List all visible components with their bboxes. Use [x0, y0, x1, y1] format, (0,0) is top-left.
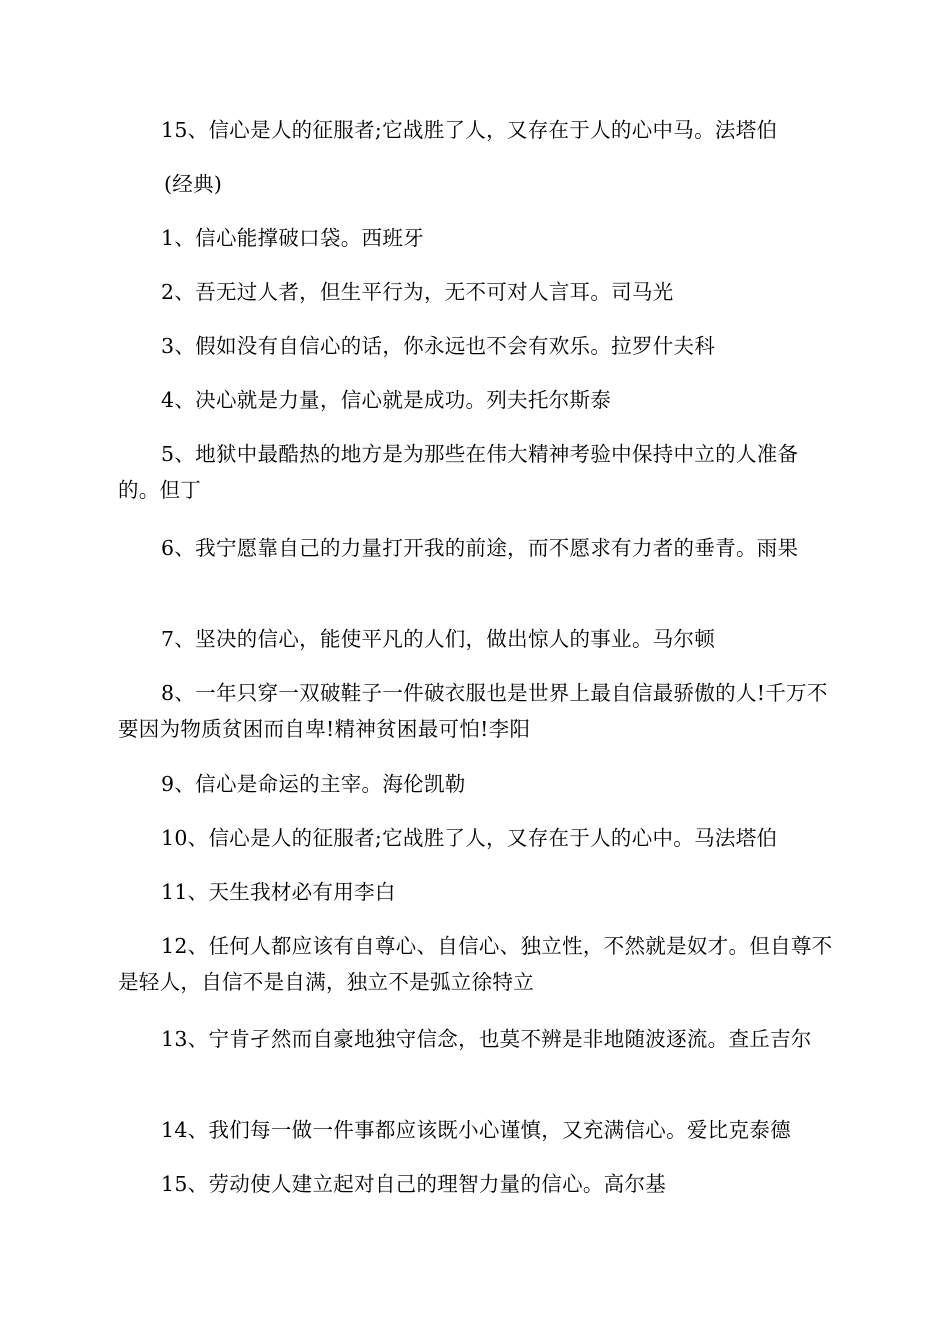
quote-paragraph: 4、决心就是力量，信心就是成功。列夫托尔斯泰 [161, 388, 612, 412]
quote-paragraph: 5、地狱中最酷热的地方是为那些在伟大精神考验中保持中立的人准备的。但丁 [118, 442, 799, 502]
quote-paragraph: 6、我宁愿靠自己的力量打开我的前途，而不愿求有力者的垂青。雨果 [161, 536, 799, 560]
quote-paragraph: 2、吾无过人者，但生平行为，无不可对人言耳。司马光 [161, 280, 674, 304]
quote-paragraph: 11、天生我材必有用李白 [161, 880, 396, 904]
quote-paragraph: 14、我们每一做一件事都应该既小心谨慎，又充满信心。爱比克泰德 [161, 1118, 791, 1142]
quote-paragraph: 10、信心是人的征服者;它战胜了人，又存在于人的心中。马法塔伯 [161, 826, 778, 850]
quote-paragraph: 13、宁肯孑然而自豪地独守信念，也莫不辨是非地随波逐流。查丘吉尔 [161, 1027, 812, 1051]
quote-paragraph: 9、信心是命运的主宰。海伦凯勒 [161, 772, 466, 796]
quote-paragraph: 15、劳动使人建立起对自己的理智力量的信心。高尔基 [161, 1172, 667, 1196]
quote-paragraph: 1、信心能撑破口袋。西班牙 [161, 226, 424, 250]
quote-paragraph: 3、假如没有自信心的话，你永远也不会有欢乐。拉罗什夫科 [161, 334, 716, 358]
quote-paragraph: (经典) [164, 172, 223, 196]
quote-paragraph: 12、任何人都应该有自尊心、自信心、独立性，不然就是奴才。但自尊不是轻人，自信不是自满，独立不是弧立徐特立 [118, 934, 833, 994]
quote-paragraph: 7、坚决的信心，能使平凡的人们，做出惊人的事业。马尔顿 [161, 627, 716, 651]
quote-paragraph: 8、一年只穿一双破鞋子一件破衣服也是世界上最自信最骄傲的人!千万不要因为物质贫困而自卑!精神贫困最可怕!李阳 [118, 681, 828, 741]
quote-paragraph: 15、信心是人的征服者;它战胜了人，又存在于人的心中马。法塔伯 [161, 118, 778, 142]
